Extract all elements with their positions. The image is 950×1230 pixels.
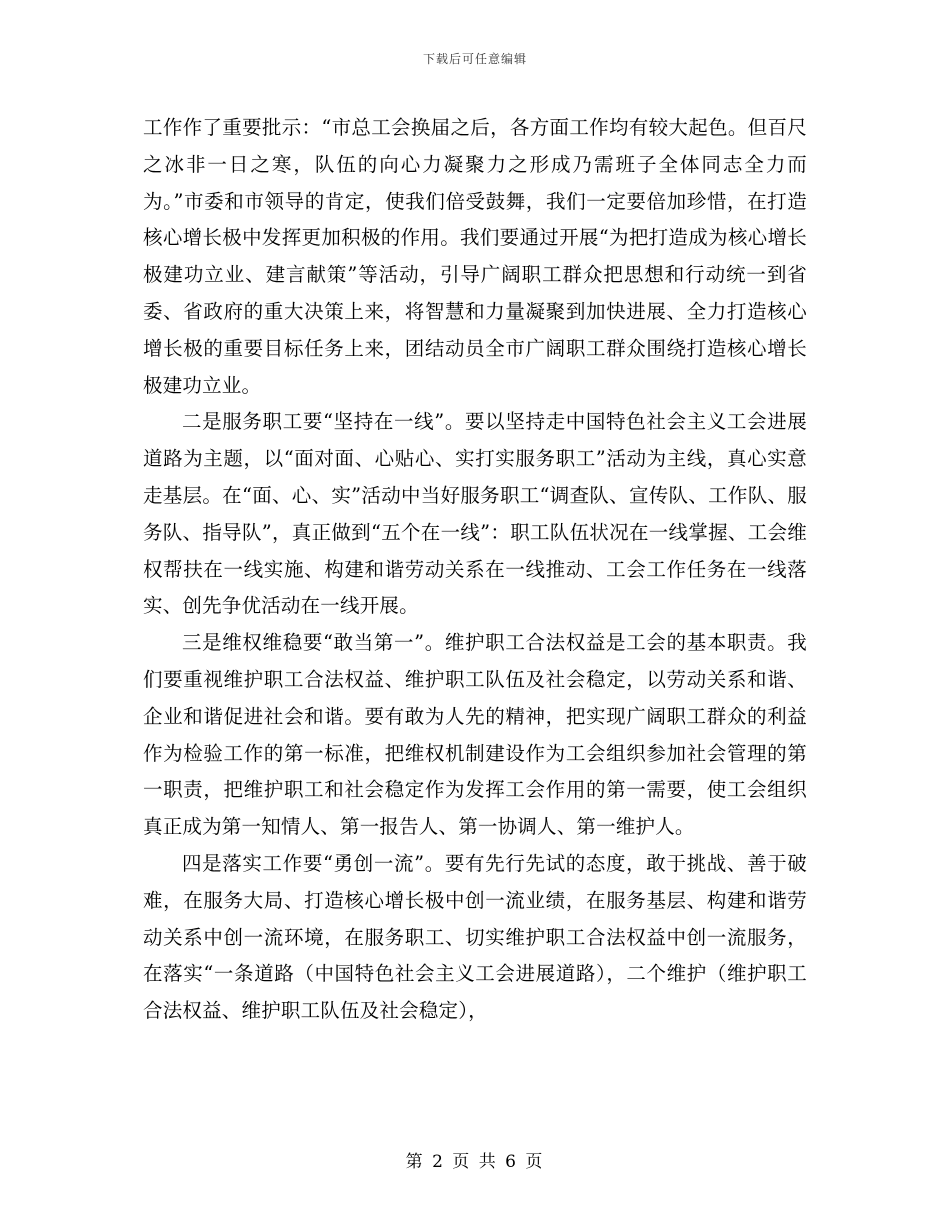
paragraph-continuation: 工作作了重要批示：“市总工会换届之后，各方面工作均有较大起色。但百尺之冰非一日之寒，队伍的向心力凝聚力之形成乃需班子全体同志全力而为。”市委和市领导的肯定，使我们倍受鼓舞，我们一定要倍加珍惜，在打造核心增长极中发挥更加积极的作用。我们要通过开展“为把打造成为核心增长极建功立业、建言献策”等活动，引导广阔职工群众把思想和行动统一到省委、省政府的重大决策上来，将智慧和力量凝聚到加快进展、全力打造核心增长极的重要目标任务上来，团结动员全市广阔职工群众围绕打造核心增长极建功立业。 bbox=[143, 116, 807, 397]
page-number: 第 2 页 共 6 页 bbox=[405, 1152, 545, 1172]
paragraph-implementation: 四是落实工作要“勇创一流”。要有先行先试的态度，敢于挑战、善于破难，在服务大局、打造核心增长极中创一流业绩，在服务基层、构建和谐劳动关系中创一流环境，在服务职工、切实维护职工合法权益中创一流服务，在落实“一条道路（中国特色社会主义工会进展道路），二个维护（维护职工合法权益、维护职工队伍及社会稳定）， bbox=[143, 851, 807, 1023]
document-body bbox=[143, 110, 807, 1030]
paragraph-rights-stability: 三是维权维稳要“敢当第一”。维护职工合法权益是工会的基本职责。我们要重视维护职工合法权益、维护职工队伍及社会稳定，以劳动关系和谐、企业和谐促进社会和谐。要有敢为人先的精神，把实现广阔职工群众的利益作为检验工作的第一标准，把维权机制建设作为工会组织参加社会管理的第一职责，把维护职工和社会稳定作为发挥工会作用的第一需要，使工会组织真正成为第一知情人、第一报告人、第一协调人、第一维护人。 bbox=[143, 631, 807, 839]
paragraph-service-workers: 二是服务职工要“坚持在一线”。要以坚持走中国特色社会主义工会进展道路为主题，以“面对面、心贴心、实打实服务职工”活动为主线，真心实意走基层。在“面、心、实”活动中当好服务职工“调查队、宣传队、工作队、服务队、指导队”，真正做到“五个在一线”：职工队伍状况在一线掌握、工会维权帮扶在一线实施、构建和谐劳动关系在一线推动、工会工作任务在一线落实、创先争优活动在一线开展。 bbox=[143, 410, 807, 618]
page-header: 下载后可任意编辑 bbox=[422, 52, 527, 66]
